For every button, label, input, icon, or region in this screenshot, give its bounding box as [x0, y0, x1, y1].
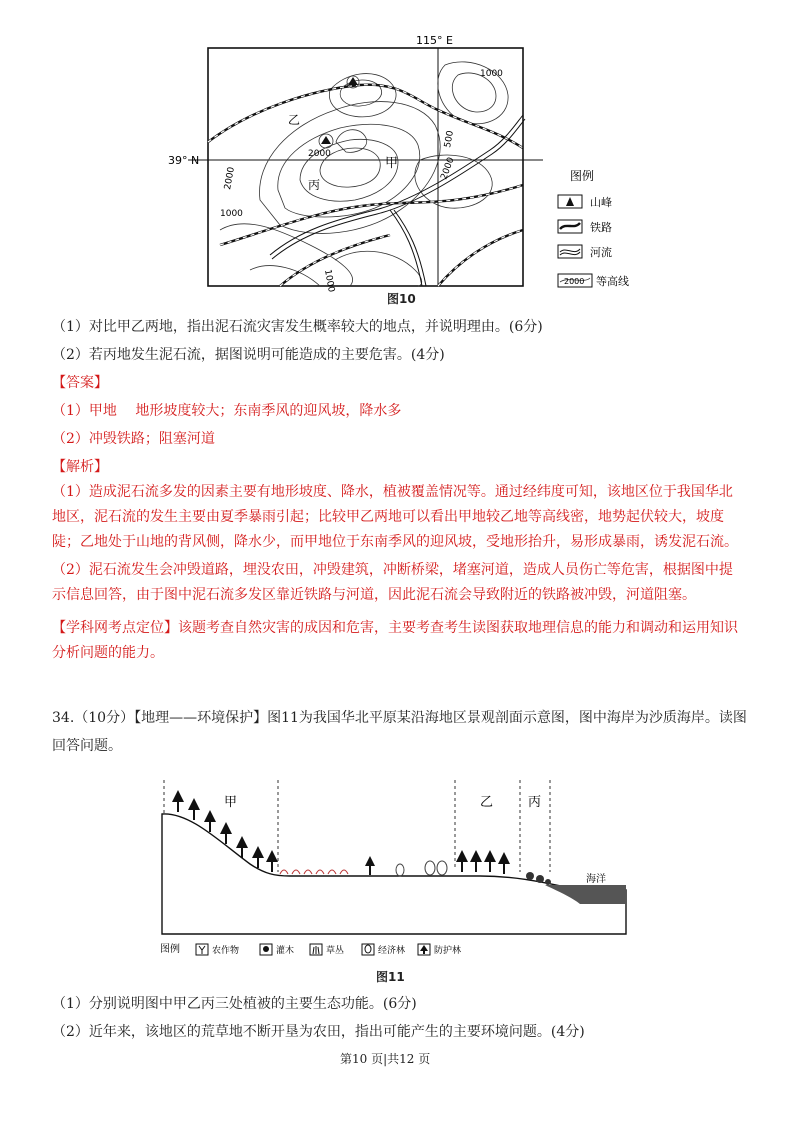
legend-label: 灌木 [276, 946, 295, 956]
place-yi: 乙 [288, 113, 301, 127]
contour-label: 2000 [308, 149, 331, 159]
answer-line-2: （2）冲毁铁路；阻塞河道 [52, 431, 215, 447]
legend-sample: 2000 [564, 277, 585, 286]
map-legend [558, 168, 629, 288]
legend-label: 铁路 [590, 221, 612, 234]
page-number: 第10 页|共12 页 [340, 1052, 431, 1066]
place-bing: 丙 [308, 178, 321, 192]
q34-intro-line-1: 34.（10分）【地理——环境保护】图11为我国华北平原某沿海地区景观剖面示意图，图中海岸为沙质海岸。读图 [52, 710, 747, 726]
zone-jia-label: 甲 [224, 795, 238, 810]
contour-label: 500 [443, 129, 456, 149]
figure-11-caption: 图11 [376, 970, 405, 984]
legend-label: 防护林 [434, 946, 462, 956]
place-jia: 甲 [385, 156, 399, 171]
q34-intro-line-2: 回答问题。 [52, 738, 122, 754]
legend-label: 农作物 [212, 946, 240, 956]
contour-label: 1000 [220, 209, 243, 219]
legend-title: 图例 [160, 944, 180, 955]
zone-bing-label: 丙 [528, 795, 542, 810]
shelter-forest [456, 850, 510, 874]
landscape-profile [150, 772, 640, 962]
crop-icon [196, 944, 208, 955]
q33-sub1: （1）对比甲乙两地，指出泥石流灾害发生概率较大的地点，并说明理由。(6分) [52, 319, 543, 335]
contour-label: 2000 [223, 166, 237, 191]
zone-yi-label: 乙 [480, 795, 494, 810]
profile-legend [160, 942, 461, 956]
q34-sub1: （1）分别说明图中甲乙丙三处植被的主要生态功能。(6分) [52, 996, 417, 1012]
shelter-forest-icon [418, 944, 430, 955]
sea-label: 海洋 [586, 874, 606, 885]
legend-label: 山峰 [590, 196, 612, 209]
analysis-header: 【解析】 [52, 459, 108, 475]
q34-sub2: （2）近年来，该地区的荒草地不断开垦为农田，指出可能产生的主要环境问题。(4分) [52, 1024, 585, 1040]
crops [280, 870, 348, 874]
knowledge-point-note: 【学科网考点定位】该题考查自然灾害的成因和危害，主要考查考生读图获取地理信息的能力和调动和运用知识分析问题的能力。 [52, 620, 738, 661]
legend-label: 等高线 [596, 275, 629, 288]
analysis-paragraph-1: （1）造成泥石流多发的因素主要有地形坡度、降水，植被覆盖情况等。通过经纬度可知，该地区位于我国华北地区，泥石流的发生主要由夏季暴雨引起；比较甲乙两地可以看出甲地较乙地等高线密，地势起伏较大，坡度陡；乙地处于山地的背风侧，降水少，而甲地位于东南季风的迎风坡，受地形抬升，易形成暴雨，诱发泥石流。 [52, 484, 738, 550]
topographic-map [160, 30, 660, 312]
grass [396, 861, 447, 876]
answer-header: 【答案】 [52, 375, 108, 391]
answer-line-1: （1）甲地 地形坡度较大；东南季风的迎风坡，降水多 [52, 403, 402, 419]
contour-label: 1000 [322, 268, 336, 294]
legend-label: 经济林 [378, 946, 406, 956]
economic-forest-icon [362, 944, 374, 955]
legend-label: 河流 [590, 246, 612, 259]
figure-11 [150, 772, 640, 962]
longitude-label: 115° E [416, 34, 453, 47]
latitude-label: 39° N [168, 154, 200, 167]
economic-forest [365, 856, 375, 875]
grass-icon [310, 944, 322, 955]
figure-10 [160, 30, 660, 312]
contour-label: 2000 [439, 156, 457, 182]
legend-title: 图例 [570, 169, 595, 183]
legend-label: 草丛 [326, 946, 345, 956]
analysis-paragraph-2: （2）泥石流发生会冲毁道路，埋没农田，冲毁建筑，冲断桥梁，堵塞河道，造成人员伤亡等危害，根据图中提示信息回答，由于图中泥石流多发区靠近铁路与河道，因此泥石流会导致附近的铁路被冲毁，河道阻塞。 [52, 562, 733, 603]
figure-10-caption: 图10 [387, 292, 416, 306]
contour-label: 1000 [480, 69, 503, 79]
q33-sub2: （2）若丙地发生泥石流，据图说明可能造成的主要危害。(4分) [52, 347, 445, 363]
shrub-icon [260, 944, 272, 955]
